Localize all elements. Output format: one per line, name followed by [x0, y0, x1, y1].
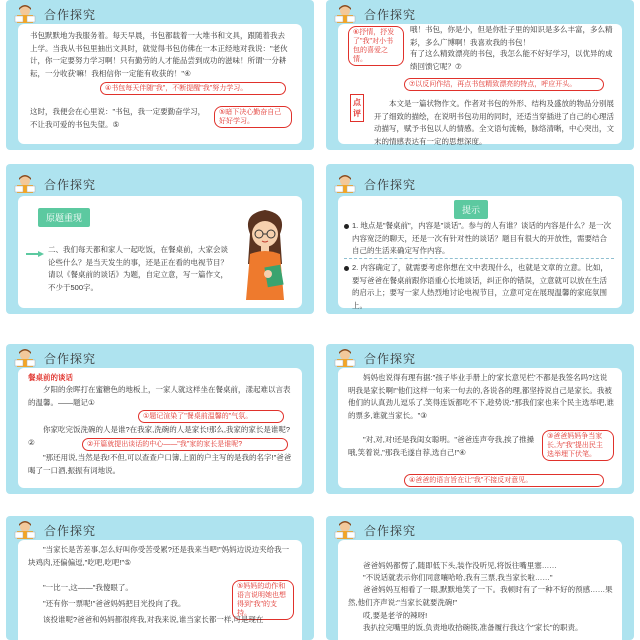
reading-child-icon [332, 174, 358, 194]
slide-title: 合作探究 [364, 7, 417, 22]
paragraph: 爸爸妈妈都愣了,随即低下头,装作没听见,将饭往嘴里塞…… [363, 561, 557, 570]
hint-text: 1. 地点是"餐桌前"，内容是"谈话"。参与的人有谁？谈话的内容是什么？是一次内容宽泛的聊天，还是一次有针对性的谈话？题目有很大的开放性，需要结合自己的生活来确定写作内容。 [352, 221, 611, 255]
reading-child-icon [12, 174, 38, 194]
annotation-note: ⑤妈妈的动作和语言说明她也想得到"我"的支持。 [232, 580, 294, 620]
annotation-note: ①题记渲染了"餐桌前温馨的"气氛。 [138, 410, 284, 423]
slide-1[interactable] [6, 0, 314, 150]
slide-header [12, 348, 96, 368]
content-panel [18, 24, 302, 144]
paragraph: 妈妈也说得有理有据:"孩子毕业手册上的'家长意见栏'不都是我签名吗?这说明我是家长啊!"他们这样一句来一句去的,各说各的理,都坚持说自己是家长。我被他们的认真劲儿逗乐了,笑得连饭都吃不下,趁势说:"那我们家也来个民主选举吧,谁的票多,谁就当家长。"③ [348, 373, 614, 420]
paragraph: 哦！书包，你是小，但是你肚子里的知识是多么丰富，多么精彩，多么广博啊！我喜欢我的书包！ [410, 25, 613, 47]
paragraph: 夕阳的余晖打在蜜糖色的地板上，一家人就这样坐在餐桌前，漾起难以言表的温馨。——题记① [28, 385, 291, 407]
annotation-note: ⑤暗下决心勤奋自己好好学习。 [214, 106, 292, 128]
paragraph: 你家吃完饭洗碗的人是谁?在我家,洗碗的人是家长!那么,我家的家长是谁呢?② [28, 425, 291, 447]
content-panel [338, 368, 622, 488]
slide-title: 合作探究 [364, 351, 417, 366]
paragraph: 书包默默地为我服务着。每天早晨，书包都载着一大堆书和文具，跟随着我去上学。当我从书包里抽出文具时，就觉得书包仿佛在一本正经地对我说："老伙计，你一定要努力学习啊！只有勤劳的人才能品尝到成功的滋味！所谓'一分耕耘，一分收获'嘛！我相信你一定能有收获的！"④ [30, 31, 288, 78]
paragraph: "一比一,这——"我傻眼了。 [43, 583, 133, 592]
reading-child-icon [332, 4, 358, 24]
annotation-note: ④书包每天伴随"我"，不断提醒"我"努力学习。 [100, 82, 286, 95]
annotation-note: ②开篇就提出谈话的中心——"我"家的家长是谁呢? [82, 438, 288, 451]
bullet-icon [344, 224, 349, 229]
comment-label: 点评 [350, 94, 364, 122]
paragraph: "当家长是苦差事,怎么好叫你受苦受累?还是我来当吧!"妈妈边说边夹给我一块鸡肉,还偏偏逗,"吃吧,吃吧!"⑤ [28, 545, 290, 567]
girl-illustration-icon [232, 204, 298, 300]
slide-header [12, 174, 96, 194]
slide-header [332, 174, 416, 194]
annotation-note: ④爸爸的语言旨在让"我"不接反对意见。 [404, 474, 604, 487]
reading-child-icon [12, 520, 38, 540]
slide-title: 合作探究 [364, 523, 417, 538]
paragraph: "对,对,对!还是我闺女聪明。"爸爸连声夸我,挨了推搡哦,笑着说,"那我毛遂自荐,选自己!"④ [348, 435, 535, 457]
essay-title: 餐桌前的谈话 [28, 373, 73, 382]
reading-child-icon [332, 520, 358, 540]
slide-header [332, 4, 416, 24]
section-tag: 提示 [454, 200, 488, 219]
arrow-icon [26, 244, 44, 250]
content-panel [18, 540, 302, 640]
slide-header [12, 520, 96, 540]
content-panel [18, 368, 302, 488]
paragraph: 哎,要是老爷的辣呀! [363, 611, 428, 620]
comment-paragraph: 本文是一篇状物作文。作者对书包的外形、结构及盛放的物品分别展开了细致的描绘，在说明书包功用的同时，还适当穿插进了自己的心理活动描写，赋予书包以人的情感。全文语句流畅，脉络清晰，中心突出，文末的情感表达有一定的思想深度。 [374, 99, 614, 146]
slide-8[interactable] [326, 516, 634, 640]
slide-header [332, 520, 416, 540]
paragraph: "那还用说,当然是我!不但,可以查查户口簿,上面的户主写的是我的名字!"爸爸喝了一口酒,振振有词地说。 [28, 453, 292, 475]
paragraph: 这时，我便会在心里说："书包，我一定要勤奋学习，不让我可爱的书包失望。⑤ [30, 107, 206, 129]
bullet-icon [344, 266, 349, 271]
slide-title: 合作探究 [44, 351, 97, 366]
content-panel [338, 24, 622, 144]
slide-5[interactable] [6, 344, 314, 494]
paragraph: "还有你一票呢!"爸爸妈妈把目光投向了我。 [43, 599, 186, 608]
content-panel [338, 196, 622, 308]
prompt-text: 二、我们每天都和家人一起吃饭，在餐桌前，大家会谈论些什么？是当天发生的事，还是正在看的电视节目？请以《餐桌前的谈话》为题，自定立意，写一篇作文，不少于500字。 [48, 245, 228, 292]
paragraph: 我扒拉完嘴里的饭,负责地收拾碗筷,准备履行我这个"家长"的职责。 [363, 623, 583, 632]
reading-child-icon [12, 4, 38, 24]
slide-4[interactable] [326, 164, 634, 314]
slide-title: 合作探究 [44, 177, 97, 192]
annotation-note: ③爸爸妈妈争当家长,为"我"提出民主选举埋下伏笔。 [542, 430, 614, 461]
divider [344, 258, 614, 259]
annotation-note: ⑦以反问作结，再点书包精致漂亮的特点，呼应开头。 [404, 78, 604, 91]
slide-title: 合作探究 [44, 523, 97, 538]
paragraph: 该投谁呢?爸爸和妈妈都很疼我,对我来说,谁当家长都一样,可是现在 [43, 615, 264, 624]
section-tag: 原题重现 [38, 208, 90, 227]
slide-header [332, 348, 416, 368]
reading-child-icon [12, 348, 38, 368]
slide-6[interactable] [326, 344, 634, 494]
slide-header [12, 4, 96, 24]
slide-title: 合作探究 [44, 7, 97, 22]
paragraph: 有了这么精致漂亮的书包，我怎么能不好好学习，以优异的成绩回馈它呢？⑦ [410, 49, 613, 71]
paragraph: "不说话就表示你们同意嚷哈哈,我有三票,我当家长啦……" [363, 573, 553, 582]
slide-7[interactable] [6, 516, 314, 640]
slide-title: 合作探究 [364, 177, 417, 192]
content-panel [338, 540, 622, 640]
content-panel [18, 196, 302, 308]
paragraph: 爸爸妈妈互相看了一眼,默默地笑了一下。我顿时有了一种不好的预感……果然,他们齐声说:"当家长就要洗碗!" [348, 585, 613, 607]
slide-2[interactable] [326, 0, 634, 150]
slide-3[interactable] [6, 164, 314, 314]
reading-child-icon [332, 348, 358, 368]
hint-text: 2. 内容确定了，就需要考虑你想在文中表现什么，也就是文章的立意。比如，要写爸爸在餐桌前跟你语重心长地谈话，纠正你的错误，立意就可以放在生活的启示上；要写一家人热烈地讨论电视节目，立意可定在展现温馨的家庭氛围上。 [352, 263, 608, 310]
annotation-note: ⑥抒情，抒发了"我"对小书包的喜爱之情。 [348, 26, 404, 66]
